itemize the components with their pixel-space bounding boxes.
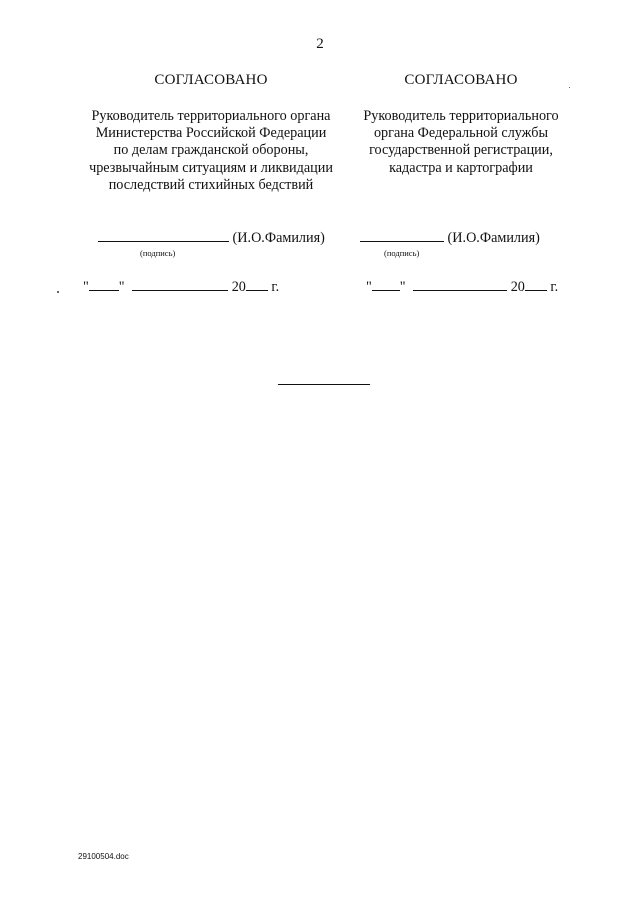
right-org-line: органа Федеральной службы — [373, 125, 549, 142]
right-date-line — [366, 278, 558, 296]
right-approval-heading: СОГЛАСОВАНО — [404, 72, 518, 88]
left-signature-caption: (подпись) — [140, 248, 176, 258]
right-signature-name: (И.О.Фамилия) — [447, 230, 540, 246]
right-org-line: кадастра и картографии — [389, 159, 533, 176]
right-date-quote-open: " — [366, 279, 372, 295]
right-org-line: Руководитель территориального — [363, 108, 559, 124]
left-date-day-blank — [89, 278, 119, 291]
right-signature-blank — [360, 229, 444, 242]
left-date-year-blank — [246, 278, 268, 291]
right-date-year-prefix: 20 — [510, 279, 525, 295]
right-organization-title — [344, 108, 578, 177]
left-date-quote-close: " — [118, 279, 125, 295]
left-organization-title — [78, 108, 344, 194]
right-date-year-blank — [525, 278, 547, 291]
end-of-document-separator — [278, 384, 370, 385]
right-org-line: государственной регистрации, — [369, 142, 553, 159]
left-approval-heading: СОГЛАСОВАНО — [154, 72, 268, 88]
left-signature-line — [98, 229, 325, 247]
left-org-line: последствий стихийных бедствий — [108, 176, 314, 193]
right-signature-caption: (подпись) — [384, 248, 420, 258]
left-date-line — [83, 278, 279, 296]
left-signature-blank — [98, 229, 229, 242]
right-signature-line — [360, 229, 540, 247]
scan-speck — [57, 291, 59, 293]
left-date-year-prefix: 20 — [231, 279, 246, 295]
right-date-day-blank — [372, 278, 400, 291]
left-date-quote-open: " — [83, 279, 89, 295]
left-signature-name: (И.О.Фамилия) — [232, 230, 325, 246]
footer-filename: 29100504.doc — [78, 852, 129, 861]
right-date-quote-close: " — [399, 279, 406, 295]
left-org-line: Руководитель территориального органа — [91, 108, 331, 124]
left-date-suffix: г. — [271, 279, 280, 295]
scan-speck — [569, 87, 570, 88]
page-number: 2 — [316, 36, 324, 52]
left-org-line: Министерства Российской Федерации — [95, 125, 327, 142]
left-org-line: чрезвычайным ситуациям и ликвидации — [89, 159, 333, 176]
left-org-line: по делам гражданской обороны, — [113, 142, 309, 159]
left-date-month-blank — [132, 278, 228, 291]
right-date-month-blank — [413, 278, 507, 291]
right-date-suffix: г. — [550, 279, 559, 295]
